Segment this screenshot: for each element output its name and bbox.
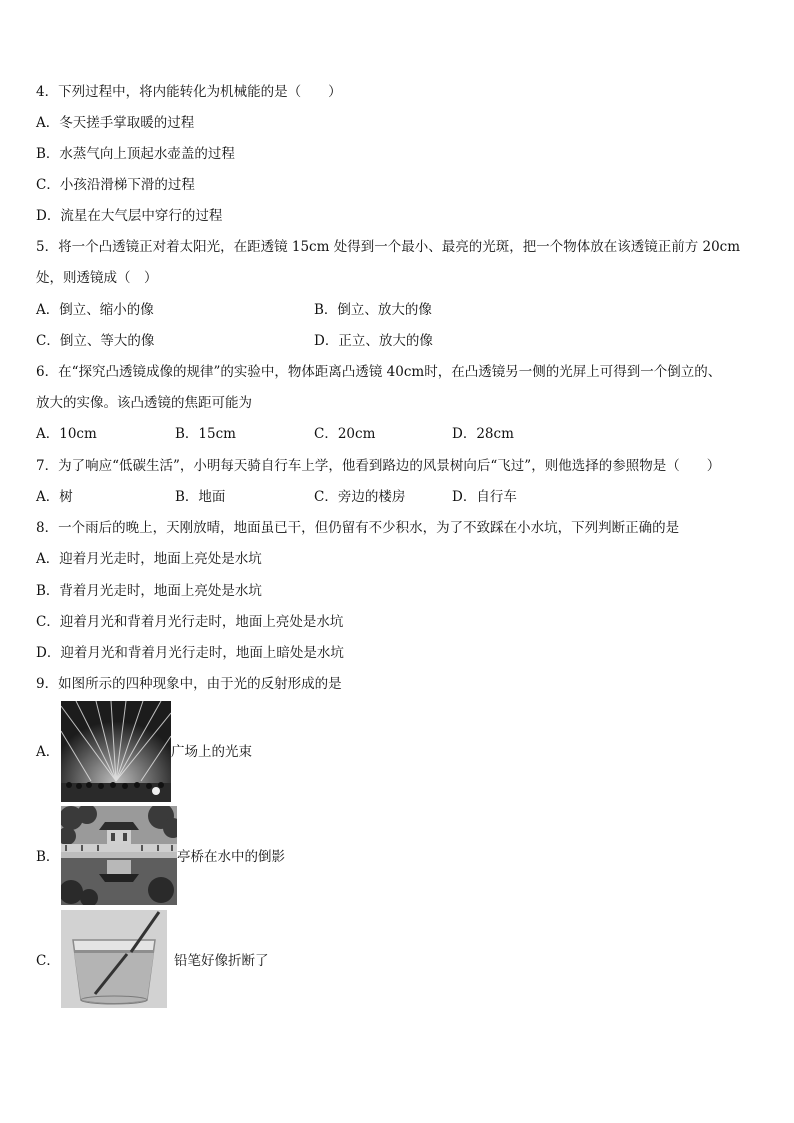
- q9-option-b-caption: 亭桥在水中的倒影: [177, 849, 285, 865]
- light-beams-photo: [61, 701, 171, 802]
- q4-stem: 4．下列过程中，将内能转化为机械能的是（ ）: [36, 84, 342, 100]
- q5-stem-line1: 5．将一个凸透镜正对着太阳光，在距透镜 15cm 处得到一个最小、最亮的光斑，把一个物体放在该透镜正前方 20cm: [36, 239, 741, 255]
- q8-option-d: D．迎着月光和背着月光行走时，地面上暗处是水坑: [36, 645, 344, 661]
- q8-stem: 8．一个雨后的晚上，天刚放晴，地面虽已干，但仍留有不少积水，为了不致踩在小水坑，下列判断正确的是: [36, 520, 680, 536]
- q6-option-a: A．10cm: [36, 426, 97, 442]
- q5-option-c: C．倒立、等大的像: [36, 333, 155, 349]
- q7-option-d: D．自行车: [452, 489, 517, 505]
- q9-option-a-caption: 广场上的光束: [171, 744, 252, 760]
- q6-option-b: B．15cm: [175, 426, 236, 442]
- q4-option-a: A．冬天搓手掌取暖的过程: [36, 115, 195, 131]
- q9-stem: 9．如图所示的四种现象中，由于光的反射形成的是: [36, 676, 342, 692]
- q8-option-b: B．背着月光走时，地面上亮处是水坑: [36, 583, 262, 599]
- q5-option-d: D．正立、放大的像: [314, 333, 433, 349]
- q9-option-b-letter: B．: [36, 849, 60, 865]
- q8-option-a: A．迎着月光走时，地面上亮处是水坑: [36, 551, 262, 567]
- q7-stem: 7．为了响应“低碳生活”，小明每天骑自行车上学，他看到路边的风景树向后“飞过”，则他选择的参照物是（ ）: [36, 458, 721, 474]
- q5-option-a: A．倒立、缩小的像: [36, 302, 154, 318]
- q8-option-c: C．迎着月光和背着月光行走时，地面上亮处是水坑: [36, 614, 344, 630]
- q7-option-a: A．树: [36, 489, 73, 505]
- q9-option-c-letter: C．: [36, 953, 60, 969]
- q6-stem-line1: 6．在“探究凸透镜成像的规律”的实验中，物体距离凸透镜 40cm时，在凸透镜另一侧的光屏上可得到一个倒立的、: [36, 364, 722, 380]
- q4-option-d: D．流星在大气层中穿行的过程: [36, 208, 223, 224]
- q6-stem-line2: 放大的实像。该凸透镜的焦距可能为: [36, 395, 252, 411]
- q6-option-d: D．28cm: [452, 426, 514, 442]
- q6-option-c: C．20cm: [314, 426, 376, 442]
- q5-option-b: B．倒立、放大的像: [314, 302, 432, 318]
- q4-option-c: C．小孩沿滑梯下滑的过程: [36, 177, 195, 193]
- q9-option-a-letter: A．: [36, 744, 60, 760]
- pencil-in-water-photo: [61, 910, 167, 1008]
- q7-option-c: C．旁边的楼房: [314, 489, 406, 505]
- pavilion-reflection-photo: [61, 806, 177, 905]
- q5-stem-line2: 处，则透镜成（ ）: [36, 270, 158, 286]
- q9-option-c-caption: 铅笔好像折断了: [174, 953, 269, 969]
- q7-option-b: B．地面: [175, 489, 226, 505]
- q4-option-b: B．水蒸气向上顶起水壶盖的过程: [36, 146, 235, 162]
